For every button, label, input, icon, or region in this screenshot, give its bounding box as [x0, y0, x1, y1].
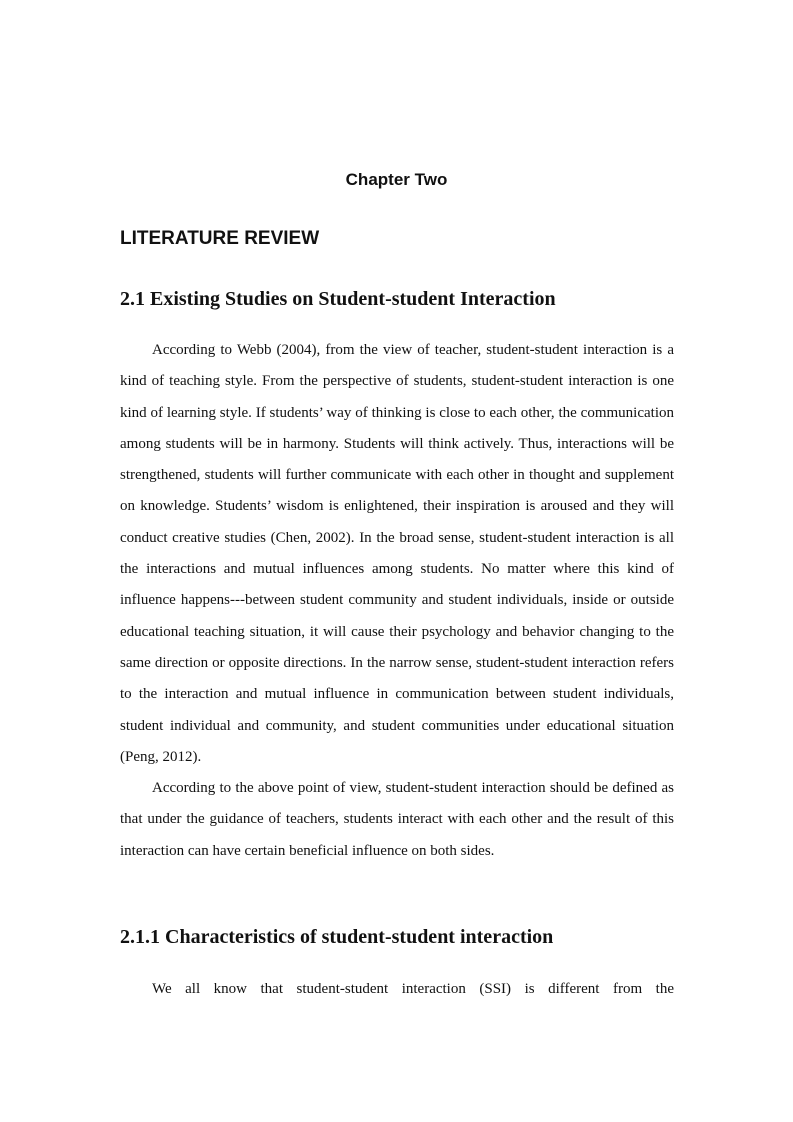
subsection-2-1-body: [120, 335, 674, 867]
paragraph: According to the above point of view, student-student interaction should be defined as that under the guidance of teachers, students interact with each other and the result of this interaction can have certain beneficial influence on both sides.: [120, 780, 674, 859]
section-title: LITERATURE REVIEW: [120, 228, 320, 249]
chapter-title: Chapter Two: [345, 170, 448, 189]
subsection-2-1-1-body: [120, 974, 674, 1005]
paragraph: We all know that student-student interaction (SSI) is different from the: [152, 981, 674, 997]
subsection-heading-2-1-1: 2.1.1 Characteristics of student-student interaction: [120, 926, 554, 948]
subsection-heading-2-1: 2.1 Existing Studies on Student-student Interaction: [120, 288, 556, 310]
paragraph: According to Webb (2004), from the view of teacher, student-student interaction is a kind of teaching style. From the perspective of students, student-student interaction is one kind of learning style. If students’ way of thinking is close to each other, the communication among students will be in harmony. Students will think actively. Thus, interactions will be strengthened, students will further communicate with each other in thought and supplement on knowledge. Students’ wisdom is enlightened, their inspiration is aroused and they will conduct creative studies (Chen, 2002). In the broad sense, student-student interaction is all the interactions and mutual influences among students. No matter where this kind of influence happens---between student community and student individuals, inside or outside educational teaching situation, it will cause their psychology and behavior changing to the same direction or opposite directions. In the narrow sense, student-student interaction refers to the interaction and mutual influence in communication between student individuals, student individual and community, and student communities under educational situation (Peng, 2012).: [120, 342, 674, 765]
